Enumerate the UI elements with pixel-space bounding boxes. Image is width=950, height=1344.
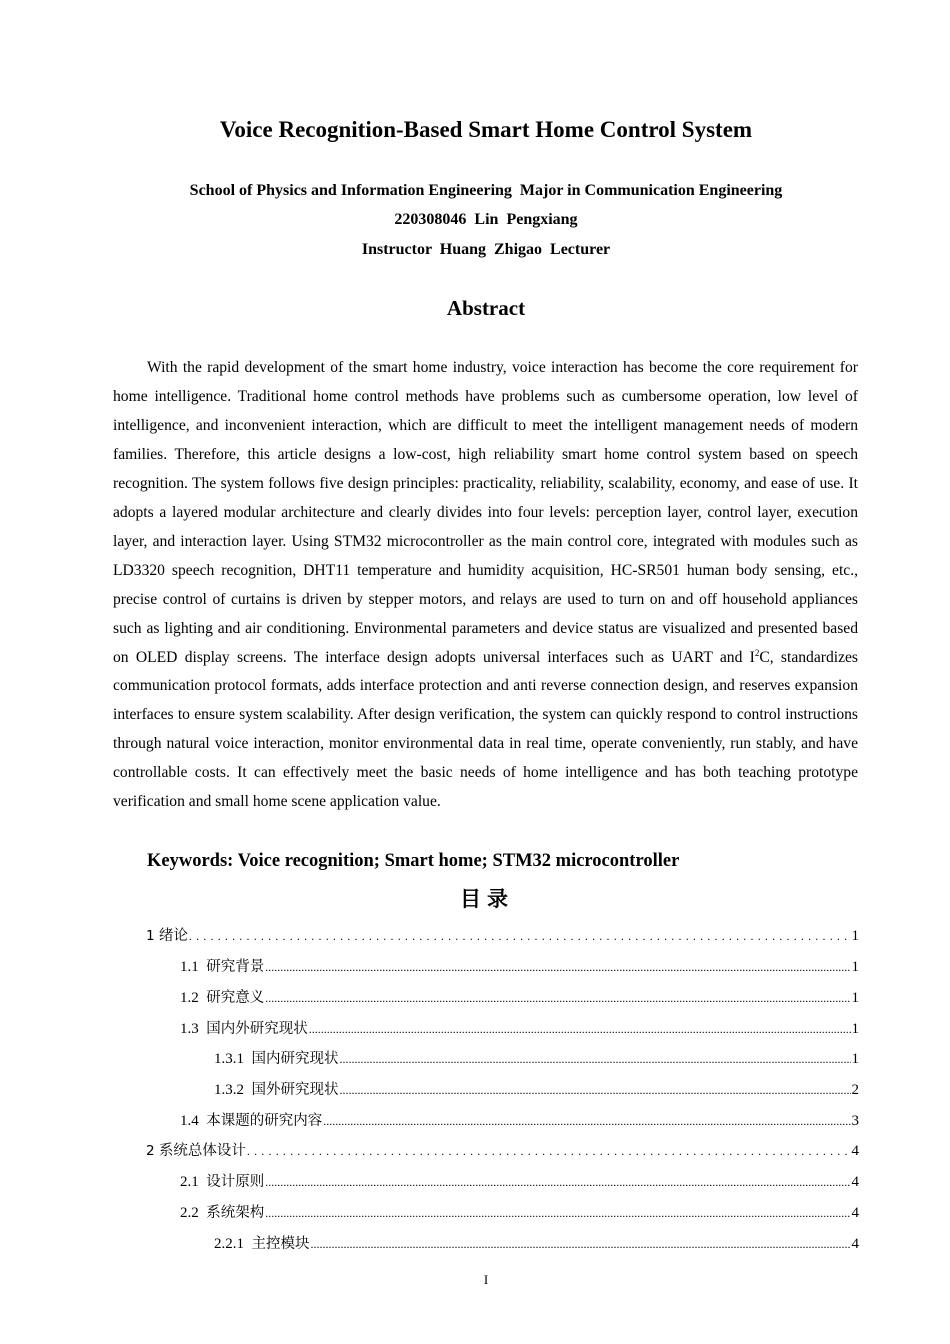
toc-entry[interactable] [146,925,859,947]
toc-entry-number: 2.2.1 [214,1236,244,1252]
toc-entry-label: 绪论 [158,928,188,944]
toc-entry[interactable] [214,1079,859,1101]
toc-dot-leader [265,956,850,978]
toc-entry[interactable] [180,987,859,1009]
toc-dot-leader [340,1048,851,1070]
toc-entry-number: 1 [146,928,155,944]
author-affiliation: School of Physics and Information Engineering Major in Communication Engineering [189,182,783,199]
toc-entry-page: 3 [851,1113,859,1129]
toc-entry-label: 本课题的研究内容 [206,1113,323,1129]
abstract-heading: Abstract [446,296,526,320]
toc-entry-label: 系统总体设计 [158,1143,246,1159]
abstract-text-part-2: C, standardizes communication protocol formats, adds interface protection and anti reverse connection design, and reserves expansion interfaces to ensure system scalability. After design verification, the system can quickly respond to control instructions through natural voice interaction, monitor environmental data in real time, operate conveniently, run stably, and have controllable costs. It can effectively meet the basic needs of home intelligence and has both teaching prototype verification and small home scene application value. [113,648,858,811]
abstract-body [113,354,858,817]
toc-entry[interactable] [180,1110,859,1132]
author-id-name: 220308046 Lin Pengxiang [394,211,578,228]
toc-entry-number: 1.3.2 [214,1082,244,1098]
toc-entry-page: 1 [851,959,859,975]
toc-entry[interactable] [146,1140,859,1162]
toc-entry[interactable] [214,1233,859,1255]
toc-entry-number: 1.3 [180,1021,199,1037]
toc-dot-leader [189,925,851,947]
toc-dot-leader [265,1202,850,1224]
toc-entry-page: 1 [851,990,859,1006]
toc-entry-number: 2.2 [180,1205,199,1221]
toc-entry-label: 研究背景 [206,959,265,975]
toc-dot-leader [265,987,850,1009]
page-number: I [483,1272,489,1287]
toc-entry-label: 主控模块 [251,1236,310,1252]
keywords-line: Keywords: Voice recognition; Smart home; STM32 microcontroller [147,851,680,871]
toc-entry-page: 2 [851,1082,859,1098]
instructor-line: Instructor Huang Zhigao Lecturer [361,241,611,258]
toc-entry-label: 国外研究现状 [251,1082,339,1098]
toc-entry[interactable] [180,1202,859,1224]
toc-entry-number: 2.1 [180,1174,199,1190]
toc-heading: 目录 [460,887,514,911]
toc-dot-leader [247,1140,851,1162]
toc-dot-leader [340,1079,851,1101]
abstract-text-part-1: With the rapid development of the smart home industry, voice interaction has become the core requirement for home intelligence. Traditional home control methods have problems such as cumbersome operation, low level of intelligence, and inconvenient interaction, which are difficult to meet the intelligent management needs of modern families. Therefore, this article designs a low-cost, high reliability smart home control system based on speech recognition. The system follows five design principles: practicality, reliability, scalability, economy, and ease of use. It adopts a layered modular architecture and clearly divides into four levels: perception layer, control layer, execution layer, and interaction layer. Using STM32 microcontroller as the main control core, integrated with modules such as LD3320 speech recognition, DHT11 temperature and humidity acquisition, HC-SR501 human body sensing, etc., precise control of curtains is driven by stepper motors, and relays are used to turn on and off household appliances such as lighting and air conditioning. Environmental parameters and device status are visualized and presented based on OLED display screens. The interface design adopts universal interfaces such as UART and I [113,359,858,666]
toc-entry-number: 1.3.1 [214,1051,244,1067]
toc-entry-page: 4 [851,1236,859,1252]
paper-title: Voice Recognition-Based Smart Home Control System [219,117,753,142]
toc-entry-number: 2 [146,1143,155,1159]
toc-entry-label: 研究意义 [206,990,265,1006]
toc-entry[interactable] [214,1048,859,1070]
toc-entry-label: 系统架构 [206,1205,265,1221]
toc-dot-leader [311,1233,851,1255]
toc-entry-label: 国内外研究现状 [206,1021,308,1037]
toc-entry-page: 4 [851,1143,859,1159]
toc-dot-leader [323,1110,850,1132]
toc-entry-page: 1 [851,928,859,944]
toc-entry-label: 设计原则 [206,1174,265,1190]
toc-entry-page: 1 [851,1051,859,1067]
toc-entry[interactable] [180,1171,859,1193]
toc-dot-leader [265,1171,850,1193]
toc-entry[interactable] [180,1018,859,1040]
toc-entry-label: 国内研究现状 [251,1051,339,1067]
toc-entry-page: 1 [851,1021,859,1037]
toc-entry-number: 1.2 [180,990,199,1006]
toc-entry-page: 4 [851,1205,859,1221]
toc-entry-number: 1.1 [180,959,199,975]
toc-entry-page: 4 [851,1174,859,1190]
toc-entry-number: 1.4 [180,1113,199,1129]
abstract-superscript: 2 [754,647,760,658]
toc-entry[interactable] [180,956,859,978]
toc-dot-leader [309,1018,851,1040]
